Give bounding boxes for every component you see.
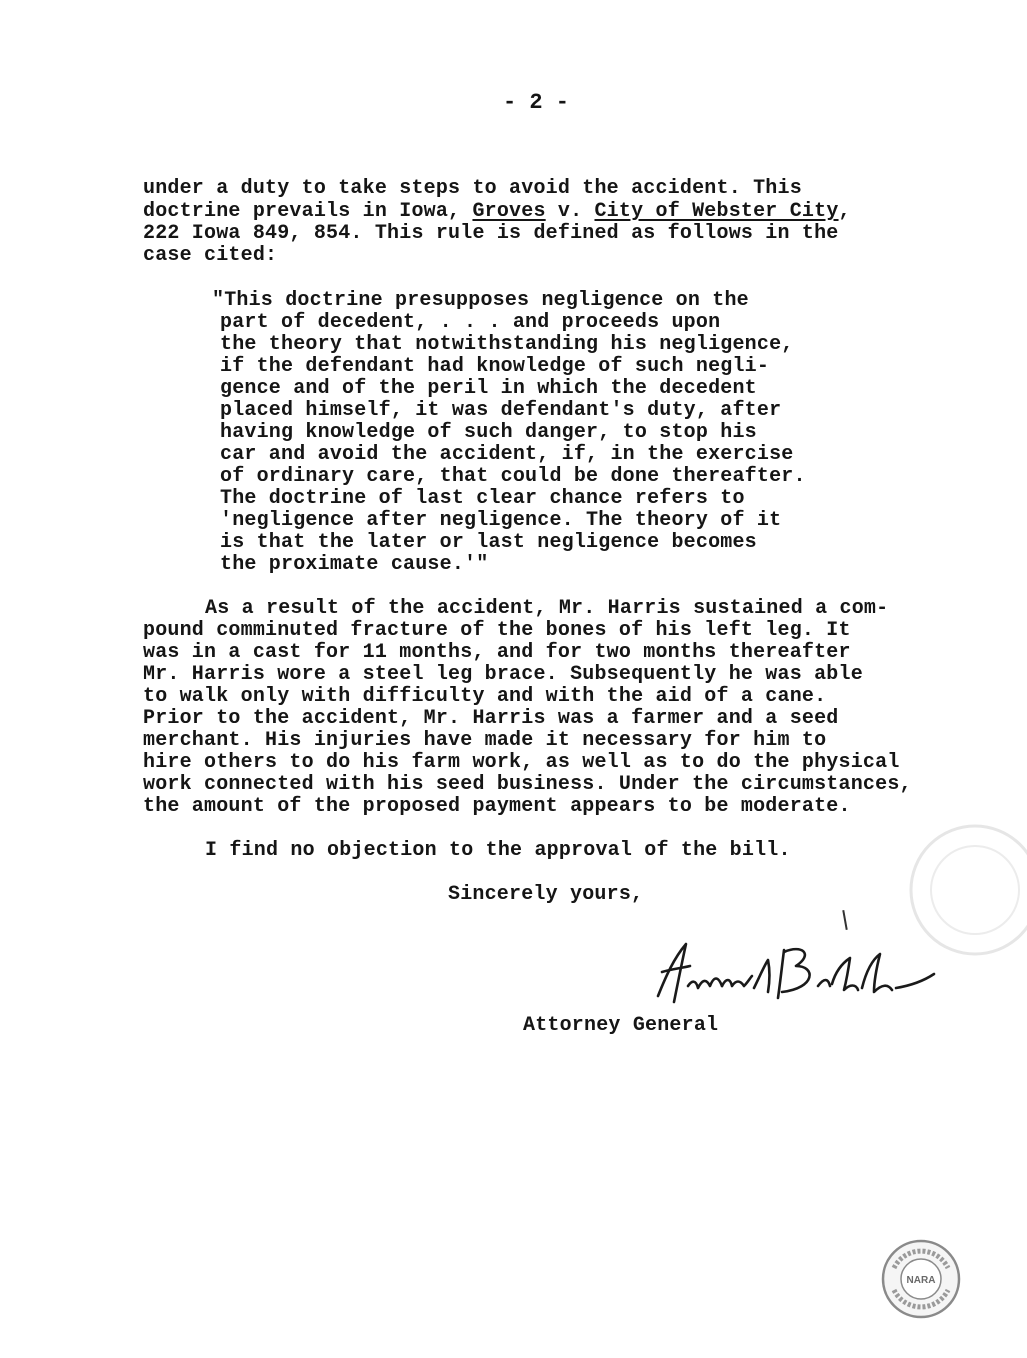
quote-line: is that the later or last negligence becomes <box>220 531 757 554</box>
text-run: v. <box>545 200 595 223</box>
nara-stamp <box>880 1238 962 1320</box>
text-run: , <box>838 200 851 223</box>
body-line: hire others to do his farm work, as well as to do the physical <box>143 751 900 774</box>
quote-line: The doctrine of last clear chance refers to <box>220 487 745 510</box>
text-run: doctrine prevails in Iowa, <box>143 200 473 223</box>
svg-text:NARA: NARA <box>906 1275 936 1286</box>
body-line: case cited: <box>143 244 278 267</box>
quote-line: of ordinary care, that could be done thereafter. <box>220 465 806 488</box>
body-line: 222 Iowa 849, 854. This rule is defined as follows in the <box>143 222 839 245</box>
case-name-groves: Groves <box>472 200 546 223</box>
body-line: merchant. His injuries have made it necessary for him to <box>143 729 827 752</box>
body-line: I find no objection to the approval of the bill. <box>205 839 791 862</box>
quote-line: "This doctrine presupposes negligence on the <box>212 289 749 312</box>
quote-line: having knowledge of such danger, to stop his <box>220 421 757 444</box>
quote-line: part of decedent, . . . and proceeds upon <box>220 311 721 334</box>
body-line-case-citation <box>143 201 851 223</box>
body-line: was in a cast for 11 months, and for two months thereafter <box>143 641 851 664</box>
quote-line: the proximate cause.'" <box>220 553 489 576</box>
body-line: As a result of the accident, Mr. Harris sustained a com- <box>205 597 889 620</box>
body-line: pound comminuted fracture of the bones of his left leg. It <box>143 619 851 642</box>
body-line: Prior to the accident, Mr. Harris was a farmer and a seed <box>143 707 839 730</box>
embossed-seal <box>893 818 1027 968</box>
pen-mark <box>842 910 847 930</box>
body-line: Mr. Harris wore a steel leg brace. Subsequently he was able <box>143 663 863 686</box>
quote-line: placed himself, it was defendant's duty, after <box>220 399 782 422</box>
case-name-city: City of Webster City <box>594 200 839 223</box>
quote-line: car and avoid the accident, if, in the exercise <box>220 443 794 466</box>
quote-line: the theory that notwithstanding his negligence, <box>220 333 794 356</box>
quote-line: 'negligence after negligence. The theory of it <box>220 509 782 532</box>
body-line: under a duty to take steps to avoid the accident. This <box>143 177 802 200</box>
body-line: the amount of the proposed payment appears to be moderate. <box>143 795 851 818</box>
body-line: work connected with his seed business. Under the circumstances, <box>143 773 912 796</box>
body-line: to walk only with difficulty and with the aid of a cane. <box>143 685 827 708</box>
page-number: - 2 - <box>503 90 570 115</box>
closing: Sincerely yours, <box>448 883 644 906</box>
quote-line: if the defendant had knowledge of such negli- <box>220 355 770 378</box>
quote-line: gence and of the peril in which the decedent <box>220 377 757 400</box>
signer-title: Attorney General <box>523 1014 719 1037</box>
